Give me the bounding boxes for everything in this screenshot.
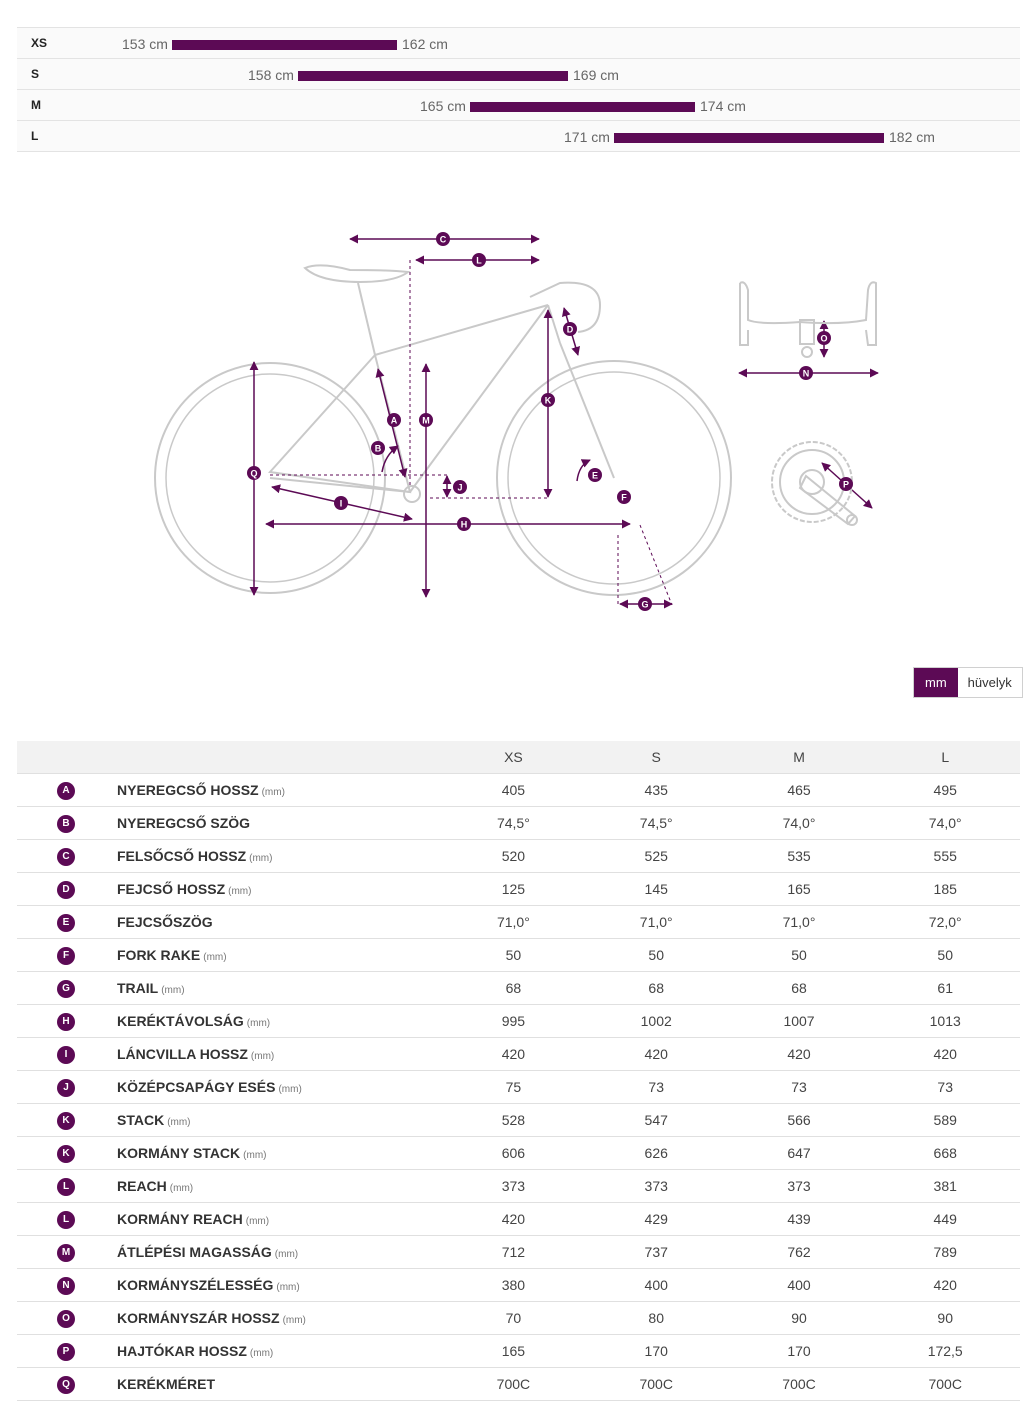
handlebar-drawing [740,282,876,357]
diagram-badge-letter: N [802,368,810,379]
size-min-height: 171 cm [564,129,610,145]
size-min-height: 153 cm [122,36,168,52]
wheels [155,361,731,595]
parameter-unit: (mm) [249,853,273,864]
parameter-unit: (mm) [246,1018,271,1029]
unit-inch-button[interactable]: hüvelyk [958,668,1022,697]
table-row [17,1038,1020,1071]
table-row [17,1269,1020,1302]
diagram-badge [799,366,813,380]
diagram-badge-letter: J [457,482,463,493]
size-label: M [31,98,41,112]
table-row [17,840,1020,873]
size-label: XS [31,36,48,50]
cell-value: 606 [501,1145,526,1161]
letter-badge: K [57,1145,75,1163]
parameter-name: KERÉKMÉRET [117,1376,216,1392]
parameter-name: ÁTLÉPÉSI MAGASSÁG [117,1244,272,1260]
diagram-badge [457,517,471,531]
diagram-badge-letter: H [460,519,468,530]
diagram-badge [588,468,602,482]
size-max-height: 169 cm [573,67,619,83]
geometry-table [17,741,1020,1401]
letter-badge: J [57,1079,75,1097]
cell-value: 145 [644,881,668,897]
diagram-badge-letter: K [544,395,552,406]
diagram-badge-letter: A [390,415,398,426]
letter-badge: L [57,1211,75,1229]
diagram-badge-letter: P [842,479,850,490]
letter-badge: I [57,1046,75,1064]
diagram-badge-letter: G [641,599,649,610]
cell-value: 400 [644,1277,668,1293]
parameter-name: KORMÁNY REACH [117,1211,243,1227]
cell-value: 70 [505,1310,522,1326]
cell-value: 400 [787,1277,811,1293]
cell-value: 555 [933,848,957,864]
table-row [17,1335,1020,1368]
angle-arcs [382,446,590,481]
diagram-badge [638,597,652,611]
diagram-badge [334,496,348,510]
cell-value: 172,5 [927,1343,963,1359]
cell-value: 737 [644,1244,668,1260]
cell-value: 1007 [783,1013,815,1029]
cell-value: 420 [501,1046,526,1062]
parameter-name: KÖZÉPCSAPÁGY ESÉS [117,1079,276,1095]
parameter-unit: (mm) [203,952,227,963]
letter-badge: H [57,1013,75,1031]
cell-value: 74,0° [782,815,816,831]
rider-size-chart [17,27,1020,152]
size-label: S [31,67,40,81]
cell-value: 789 [933,1244,957,1260]
cell-value: 170 [644,1343,668,1359]
size-row [17,89,1020,120]
size-min-height: 165 cm [420,98,466,114]
diagram-badge-letter: Q [250,468,258,479]
parameter-unit: (mm) [250,1051,275,1062]
parameter-name: LÁNCVILLA HOSSZ [117,1046,248,1062]
cell-value: 520 [501,848,526,864]
table-row [17,972,1020,1005]
cell-value: 50 [791,947,807,963]
cell-value: 420 [501,1211,526,1227]
parameter-name: FELSŐCSŐ HOSSZ [117,848,247,864]
size-min-height: 158 cm [248,67,294,83]
parameter-name: TRAIL [117,980,159,996]
cell-value: 700C [928,1376,962,1392]
diagram-badge [436,232,450,246]
diagram-badge [839,477,853,491]
diagram-badges [247,232,853,611]
cell-value: 566 [787,1112,811,1128]
size-row [17,58,1020,89]
size-row [17,27,1020,58]
table-row [17,807,1020,840]
cell-value: 68 [505,980,522,996]
cell-value: 528 [501,1112,526,1128]
parameter-unit: (mm) [282,1315,306,1326]
letter-badge: F [57,947,75,965]
reference-lines [270,260,672,605]
cell-value: 125 [501,881,526,897]
size-max-height: 182 cm [889,129,935,145]
parameter-name: STACK [117,1112,165,1128]
letter-badge: B [57,815,75,833]
column-header-size: XS [442,741,585,774]
cell-value: 165 [787,881,811,897]
unit-mm-button[interactable]: mm [914,668,958,697]
parameter-unit: (mm) [228,886,252,897]
cell-value: 429 [644,1211,668,1227]
diagram-badge-letter: E [591,470,599,481]
letter-badge: K [57,1112,75,1130]
letter-badge: E [57,914,75,932]
cell-value: 373 [644,1178,668,1194]
diagram-badge [387,413,401,427]
cell-value: 700C [639,1376,673,1392]
diagram-badge [617,490,631,504]
cell-value: 50 [505,947,522,963]
cell-value: 435 [644,782,668,798]
table-header-row [17,741,1020,774]
cell-value: 73 [937,1079,953,1095]
cell-value: 68 [648,980,664,996]
cell-value: 381 [933,1178,957,1194]
cell-value: 90 [791,1310,807,1326]
cell-value: 420 [787,1046,811,1062]
parameter-unit: (mm) [243,1150,267,1161]
cell-value: 170 [787,1343,811,1359]
column-header-size: L [870,741,1020,774]
size-label: L [31,129,39,143]
cell-value: 547 [644,1112,668,1128]
cell-value: 647 [787,1145,811,1161]
cell-value: 74,5° [496,815,530,831]
cell-value: 449 [933,1211,957,1227]
diagram-badge-letter: F [621,492,627,503]
diagram-badge-letter: I [339,498,343,509]
parameter-unit: (mm) [274,1249,299,1260]
parameter-unit: (mm) [278,1084,302,1095]
cell-value: 589 [933,1112,957,1128]
cell-value: 73 [791,1079,807,1095]
size-max-height: 174 cm [700,98,746,114]
cell-value: 700C [496,1376,531,1392]
parameter-name: HAJTÓKAR HOSSZ [117,1343,247,1359]
table-row [17,1071,1020,1104]
parameter-unit: (mm) [167,1117,191,1128]
diagram-badge-letter: D [566,324,574,335]
cell-value: 74,5° [639,815,673,831]
parameter-name: FEJCSŐ HOSSZ [117,881,226,897]
parameter-unit: (mm) [276,1282,300,1293]
cell-value: 71,0° [782,914,816,930]
letter-badge: P [57,1343,75,1361]
cell-value: 73 [648,1079,664,1095]
diagram-badge-letter: M [422,415,430,426]
cell-value: 995 [501,1013,526,1029]
parameter-unit: (mm) [169,1183,194,1194]
diagram-badge [247,466,261,480]
cell-value: 80 [648,1310,664,1326]
cell-value: 50 [648,947,664,963]
letter-badge: C [57,848,75,866]
cell-value: 373 [787,1178,811,1194]
unit-toggle [913,667,1023,698]
cell-value: 75 [505,1079,522,1095]
cell-value: 465 [787,782,811,798]
cell-value: 700C [782,1376,816,1392]
cell-value: 668 [933,1145,957,1161]
diagram-badge [453,480,467,494]
size-range-bar [172,40,397,50]
parameter-name: KORMÁNYSZÉLESSÉG [117,1277,274,1293]
diagram-badge-letter: C [439,234,447,245]
diagram-badge [472,253,486,267]
letter-badge: M [57,1244,75,1262]
cell-value: 68 [791,980,807,996]
diagram-badge [541,393,555,407]
bike-frame [270,265,614,502]
table-row [17,1137,1020,1170]
parameter-unit: (mm) [249,1348,274,1359]
column-header-size: S [585,741,728,774]
letter-badge: O [57,1310,75,1328]
diagram-badge [371,441,385,455]
cell-value: 90 [937,1310,953,1326]
cell-value: 1002 [640,1013,672,1029]
diagram-badge-letter: O [820,333,828,344]
parameter-name: NYEREGCSŐ SZÖG [117,815,251,831]
cell-value: 420 [644,1046,668,1062]
column-header-size: M [728,741,871,774]
size-max-height: 162 cm [402,36,448,52]
table-row [17,873,1020,906]
cell-value: 74,0° [928,815,962,831]
parameter-name: FEJCSŐSZÖG [117,914,213,930]
table-row [17,906,1020,939]
parameter-name: KERÉKTÁVOLSÁG [117,1013,244,1029]
parameter-name: REACH [117,1178,167,1194]
table-row [17,1104,1020,1137]
table-row [17,939,1020,972]
cell-value: 61 [937,980,953,996]
cell-value: 185 [933,881,957,897]
cell-value: 420 [933,1046,957,1062]
parameter-name: KORMÁNY STACK [117,1145,241,1161]
table-row [17,1236,1020,1269]
table-row [17,1170,1020,1203]
cell-value: 525 [644,848,668,864]
size-range-bar [614,133,884,143]
diagram-badge [817,331,831,345]
cell-value: 535 [787,848,811,864]
diagram-badge [419,413,433,427]
table-row [17,1005,1020,1038]
cell-value: 72,0° [928,914,962,930]
cell-value: 380 [501,1277,526,1293]
parameter-name: NYEREGCSŐ HOSSZ [117,782,259,798]
parameter-unit: (mm) [161,985,185,996]
cell-value: 420 [933,1277,957,1293]
cell-value: 71,0° [496,914,530,930]
diagram-badge-letter: L [476,255,482,266]
table-row [17,1203,1020,1236]
cell-value: 1013 [929,1013,961,1029]
letter-badge: Q [57,1376,75,1394]
cell-value: 50 [937,947,953,963]
cell-value: 762 [787,1244,811,1260]
cell-value: 405 [501,782,526,798]
cell-value: 373 [501,1178,526,1194]
cell-value: 165 [501,1343,526,1359]
letter-badge: D [57,881,75,899]
parameter-name: FORK RAKE [117,947,201,963]
size-range-bar [470,102,695,112]
bike-geometry-diagram [0,180,1024,640]
cell-value: 626 [644,1145,668,1161]
dimension-arrows [254,239,878,604]
size-row [17,120,1020,152]
table-row [17,774,1020,807]
table-row [17,1302,1020,1335]
letter-badge: G [57,980,75,998]
letter-badge: N [57,1277,75,1295]
size-range-bar [298,71,568,81]
parameter-name: KORMÁNYSZÁR HOSSZ [117,1310,280,1326]
parameter-unit: (mm) [261,787,285,798]
cell-value: 495 [933,782,957,798]
cell-value: 712 [501,1244,526,1260]
letter-badge: A [57,782,75,800]
parameter-unit: (mm) [245,1216,270,1227]
diagram-badge [563,322,577,336]
cell-value: 71,0° [639,914,673,930]
letter-badge: L [57,1178,75,1196]
cell-value: 439 [787,1211,811,1227]
table-row [17,1368,1020,1401]
diagram-badge-letter: B [374,443,382,454]
